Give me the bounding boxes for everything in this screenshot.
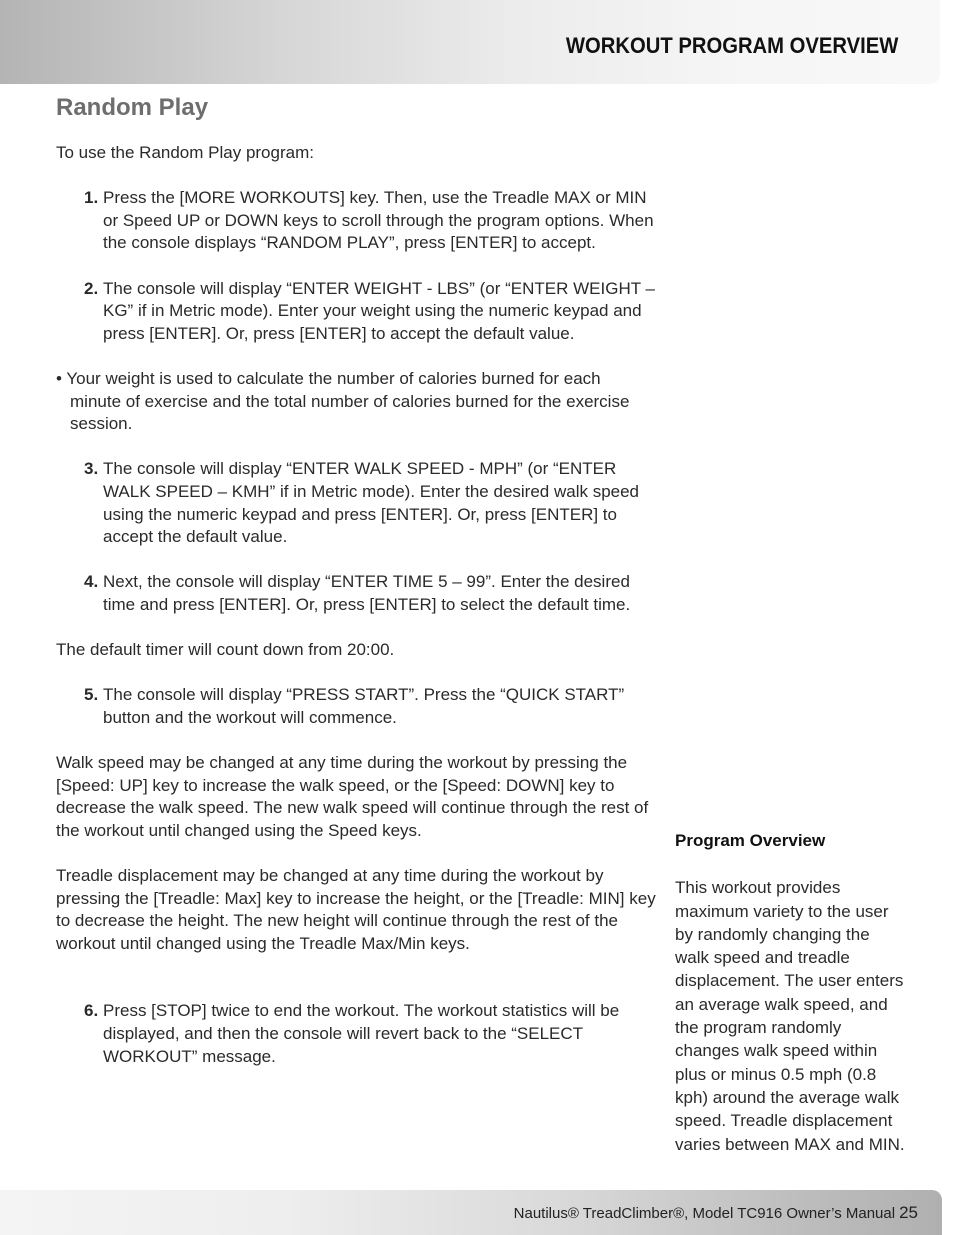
- sidebar-title: Program Overview: [675, 831, 826, 850]
- step-number: 4.: [84, 572, 99, 592]
- step-number: 6.: [84, 1001, 99, 1021]
- step-4: [84, 571, 656, 616]
- step-number: 5.: [84, 685, 99, 705]
- step-6: [84, 1000, 656, 1068]
- treadle-paragraph: Treadle displacement may be changed at any time during the workout by pressing the [Treadle: Max] key to increase the height, or the [Treadle: MIN] key to decrease the height. The new height will continue through the rest of the workout until changed using the Treadle Max/Min keys.: [56, 866, 656, 953]
- section-title: Random Play: [56, 94, 209, 121]
- sidebar-body: This workout provides maximum variety to the user by randomly changing the walk speed and treadle displacement. The user enters an average walk speed, and the program randomly changes walk speed within plus or minus 0.5 mph (0.8 kph) around the average walk speed. Treadle displacement varies between MAX and MIN.: [675, 878, 905, 1154]
- intro-text: To use the Random Play program:: [56, 143, 314, 162]
- step-2: [84, 278, 656, 346]
- weight-bullet-note: • Your weight is used to calculate the number of calories burned for each minute of exercise and the total number of calories burned for the exercise session.: [56, 368, 630, 434]
- page-number: 25: [899, 1203, 918, 1222]
- step-text: Next, the console will display “ENTER TIME 5 – 99”. Enter the desired time and press [ENTER]. Or, press [ENTER] to select the default time.: [103, 572, 631, 614]
- program-overview-sidebar: [675, 829, 905, 1156]
- main-content: [56, 142, 656, 1068]
- step-5: [84, 684, 656, 729]
- step-text: The console will display “ENTER WEIGHT - LBS” (or “ENTER WEIGHT – KG” if in Metric mode). Enter your weight using the numeric keypad and press [ENTER]. Or, press [ENTER] to accept the default value.: [103, 278, 655, 343]
- footer-manual-title: Nautilus® TreadClimber®, Model TC916 Owner’s Manual: [513, 1205, 896, 1222]
- step-text: Press the [MORE WORKOUTS] key. Then, use the Treadle MAX or MIN or Speed UP or DOWN keys to scroll through the program options. When the console displays “RANDOM PLAY”, press [ENTER] to accept.: [103, 188, 654, 253]
- step-text: The console will display “PRESS START”. Press the “QUICK START” button and the workout will commence.: [103, 685, 625, 727]
- step-3: [84, 458, 656, 548]
- step-1: [84, 187, 656, 255]
- step-number: 2.: [84, 278, 99, 298]
- step-text: Press [STOP] twice to end the workout. The workout statistics will be displayed, and then the console will revert back to the “SELECT WORKOUT” message.: [103, 1001, 620, 1066]
- footer: [514, 1203, 918, 1223]
- step-text: The console will display “ENTER WALK SPEED - MPH” (or “ENTER WALK SPEED – KMH” if in Metric mode). Enter the desired walk speed using the numeric keypad and press [ENTER]. Or, press [ENTER] to accept the default value.: [103, 459, 640, 547]
- step-number: 3.: [84, 459, 99, 479]
- page-header-title: WORKOUT PROGRAM OVERVIEW: [565, 33, 898, 58]
- step-number: 1.: [84, 188, 99, 208]
- walk-speed-paragraph: Walk speed may be changed at any time during the workout by pressing the [Speed: UP] key to increase the walk speed, or the [Speed: DOWN] key to decrease the walk speed. The new walk speed will continue through the rest of the workout until changed using the Speed keys.: [56, 753, 649, 840]
- timer-note: The default timer will count down from 20:00.: [56, 640, 395, 660]
